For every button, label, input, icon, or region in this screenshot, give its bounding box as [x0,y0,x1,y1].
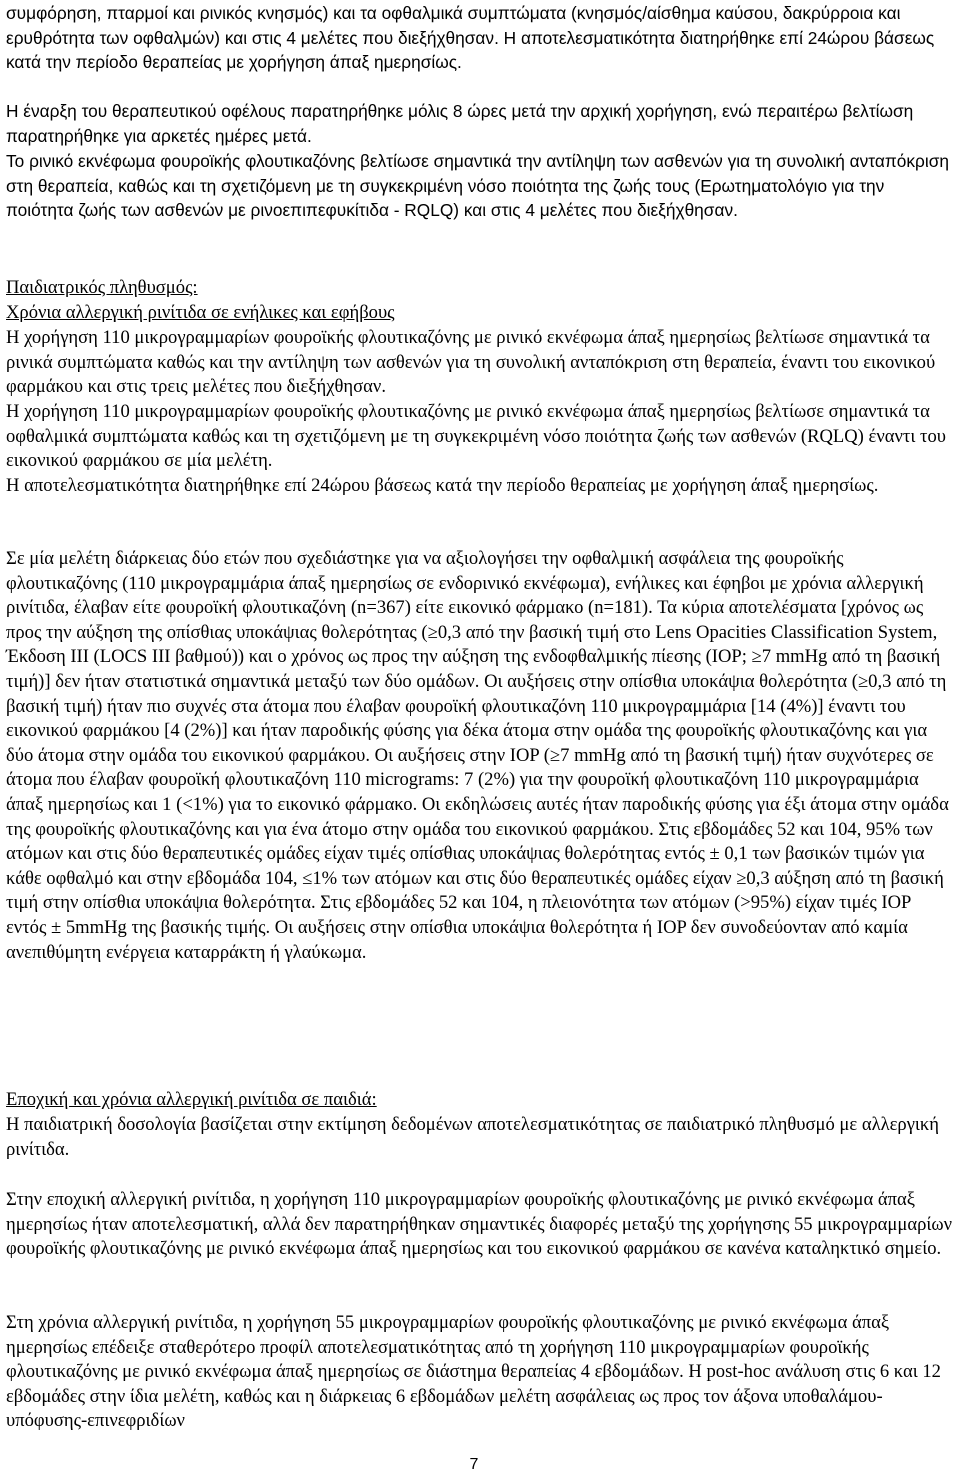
paragraph-pediatric-dosing: Η παιδιατρική δοσολογία βασίζεται στην εκτίμηση δεδομένων αποτελεσματικότητας σε παιδιατρικό πληθυσμό με αλλεργική ρινίτιδα. [6,1114,940,1160]
paragraph-onset: Η έναρξη του θεραπευτικού οφέλους παρατηρήθηκε μόλις 8 ώρες μετά την αρχική χορήγηση, ενώ περαιτέρω βελτίωση παρατηρήθηκε για αρκετές ημέρες μετά. [6,101,914,146]
heading-seasonal-children: Εποχική και χρόνια αλλεργική ρινίτιδα σε παιδιά: [6,1089,377,1110]
heading-chronic-adults: Χρόνια αλλεργική ρινίτιδα σε ενήλικες και εφήβους [6,302,395,323]
paragraph-24h-efficacy: Η αποτελεσματικότητα διατηρήθηκε επί 24ώρου βάσεως κατά την περίοδο θεραπείας με χορήγηση άπαξ ημερησίως. [6,475,879,496]
paragraph-chronic-rhinitis: Στη χρόνια αλλεργική ρινίτιδα, η χορήγηση 55 μικρογραμμαρίων φουροϊκής φλουτικαζόνης με ρινικό εκνέφωμα άπαξ ημερησίως επέδειξε σταθερότερο προφίλ αποτελεσματικότητας από τη χορήγηση 110 μικρογραμμαρίων φουροϊκής φλουτικαζόνης με ρινικό εκνέφωμα άπαξ ημερησίως σε διάστημα θεραπείας 4 εβδομάδων. Η post-hoc ανάλυση στις 6 και 12 εβδομάδες στην ίδια μελέτη, καθώς και η διάρκειας 6 εβδομάδων μελέτη ασφάλειας ως προς τον άξονα υποθαλάμου-υπόφυσης-επινεφριδίων [6,1312,941,1432]
paragraph-nasal-symptoms: Η χορήγηση 110 μικρογραμμαρίων φουροϊκής φλουτικαζόνης με ρινικό εκνέφωμα άπαξ ημερησίως βελτίωσε σημαντικά τα ρινικά συμπτώματα καθώς και την αντίληψη των ασθενών για τη συνολική ανταπόκριση στη θεραπεία, έναντι του εικονικού φαρμάκου και στις τρεις μελέτες που διεξήχθησαν. [6,327,936,398]
paragraph-ocular-safety-study: Σε μία μελέτη διάρκειας δύο ετών που σχεδιάστηκε για να αξιολογήσει την οφθαλμική ασφάλεια της φουροϊκής φλουτικαζόνης (110 μικρογραμμάρια άπαξ ημερησίως σε ενδορινικό εκνέφωμα), ενήλικες και έφηβοι με χρόνια αλλεργική ρινίτιδα, έλαβαν είτε φουροϊκή φλουτικαζόνη (n=367) είτε εικονικό φάρμακο (n=181). Τα κύρια αποτελέσματα [χρόνος ως προς την αύξηση της οπίσθιας υποκάψιας θολερότητας (≥0,3 από την βασική τιμή στο Lens Opacities Classification System, Έκδοση III (LOCS III βαθμού)) και ο χρόνος ως προς την αύξηση της ενδοφθαλμικής πίεσης (IOP; ≥7 mmHg από τη βασική τιμή)] δεν ήταν στατιστικά σημαντικά μεταξύ των δύο ομάδων. Οι αυξήσεις στην οπίσθια υποκάψια θολερότητα (≥0,3 από τη βασική τιμή) ήταν πιο συχνές στα άτομα που έλαβαν φουροϊκή φλουτικαζόνη 110 μικρογραμμάρια [14 (4%)] έναντι του εικονικού φαρμάκου [4 (2%)] και ήταν παροδικής φύσης για δέκα άτομα στην ομάδα της φουροϊκής φλουτικαζόνης και για δύο άτομα στην ομάδα του εικονικού φαρμάκου. Οι αυξήσεις στην IOP (≥7 mmHg από τη βασική τιμή) ήταν συχνότερες σε άτομα που έλαβαν φουροϊκή φλουτικαζόνη 110 micrograms: 7 (2%) για την φουροϊκή φλουτικαζόνη 110 μικρογραμμάρια άπαξ ημερησίως και 1 (<1%) για το εικονικό φάρμακο. Οι εκδηλώσεις αυτές ήταν παροδικής φύσης για έξι άτομα στην ομάδα της φουροϊκής φλουτικαζόνης και για ένα άτομο στην ομάδα του εικονικού φαρμάκου. Στις εβδομάδες 52 και 104, 95% των ατόμων και στις δύο θεραπευτικές ομάδες είχαν τιμές οπίσθιας υποκάψιας θολερότητας εντός ± 0,1 των βασικών τιμών για κάθε οφθαλμό και στην εβδομάδα 104, ≤1% των ατόμων και στις δύο θεραπευτικές ομάδες είχαν ≥0,3 αύξηση από τη βασική τιμή στην οπίσθια υποκάψια θολερότητα. Στις εβδομάδες 52 και 104, η πλειονότητα των ατόμων (>95%) είχαν τιμές IOP εντός ± 5mmHg της βασικής τιμής. Οι αυξήσεις στην οπίσθια υποκάψια θολερότητα ή IOP δεν συνοδεύονταν από καμία ανεπιθύμητη ενέργεια καταρράκτη ή γλαύκωμα. [6,548,949,963]
heading-pediatric-population: Παιδιατρικός πληθυσμός: [6,277,198,298]
paragraph-ocular-symptoms: Η χορήγηση 110 μικρογραμμαρίων φουροϊκής φλουτικαζόνης με ρινικό εκνέφωμα άπαξ ημερησίως βελτίωσε σημαντικά τα οφθαλμικά συμπτώματα καθώς και τη σχετιζόμενη με τη συγκεκριμένη νόσο ποιότητα ζωής των ασθενών (RQLQ) έναντι του εικονικού φαρμάκου σε μία μελέτη. [6,401,946,472]
paragraph-rqlq: Το ρινικό εκνέφωμα φουροϊκής φλουτικαζόνης βελτίωσε σημαντικά την αντίληψη των ασθενών για τη συνολική ανταπόκριση στη θεραπεία, καθώς και τη σχετιζόμενη με τη συγκεκριμένη νόσο ποιότητα της ζωής τους (Ερωτηματολόγιο για την ποιότητα ζωής των ασθενών με ρινοεπιπεφυκίτιδα - RQLQ) και στις 4 μελέτες που διεξήχθησαν. [6,151,949,221]
page-number: 7 [469,1456,479,1473]
paragraph-seasonal-rhinitis: Στην εποχική αλλεργική ρινίτιδα, η χορήγηση 110 μικρογραμμαρίων φουροϊκής φλουτικαζόνης με ρινικό εκνέφωμα άπαξ ημερησίως ήταν αποτελεσματική, αλλά δεν παρατηρήθηκαν σημαντικές διαφορές μεταξύ της χορήγησης 55 μικρογραμμαρίων φουροϊκής φλουτικαζόνης με ρινικό εκνέφωμα άπαξ ημερησίως και του εικονικού φαρμάκου σε κανένα καταληκτικό σημείο. [6,1189,953,1260]
paragraph-efficacy-symptoms: συμφόρηση, πταρμοί και ρινικός κνησμός) και τα οφθαλμικά συμπτώματα (κνησμός/αίσθημα καύσου, δακρύρροια και ερυθρότητα των οφθαλμών) και στις 4 μελέτες που διεξήχθησαν. Η αποτελεσματικότητα διατηρήθηκε επί 24ώρου βάσεως κατά την περίοδο θεραπείας με χορήγηση άπαξ ημερησίως. [6,3,935,73]
